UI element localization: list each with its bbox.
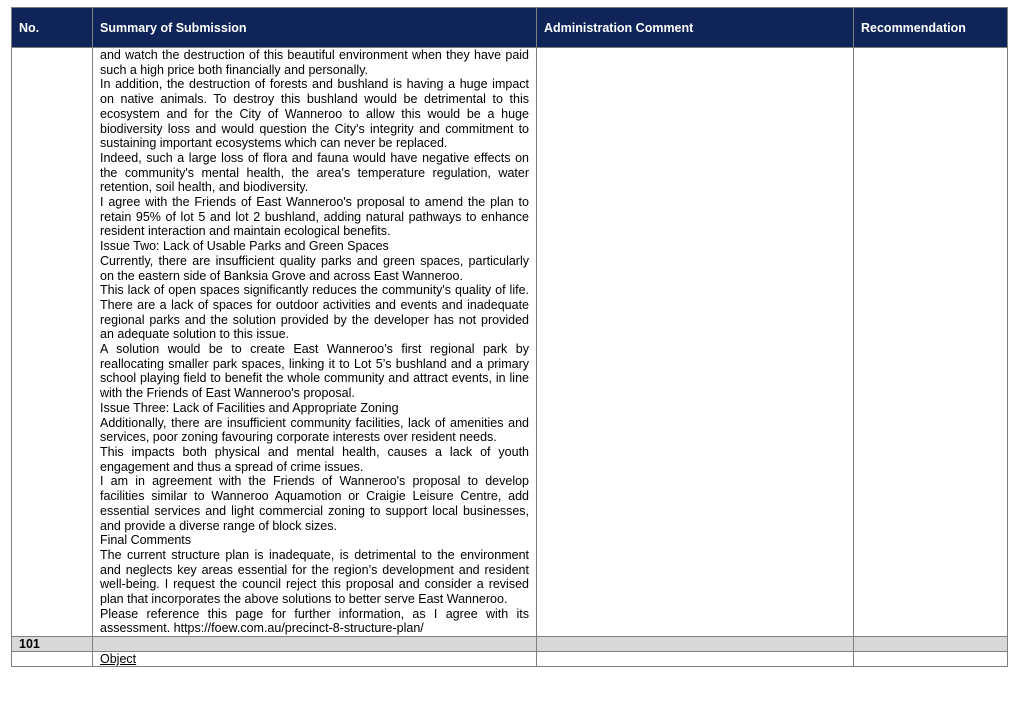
- header-summary: Summary of Submission: [93, 8, 537, 48]
- cell-empty: [854, 637, 1008, 652]
- cell-no: [12, 48, 93, 637]
- submission-number: 101: [12, 637, 93, 652]
- summary-paragraph: Indeed, such a large loss of flora and fauna would have negative effects on the community's mental health, the area's temperature regulation, water retention, soil health, and biodiversity.: [100, 150, 529, 195]
- cell-empty: [537, 637, 854, 652]
- summary-paragraph: This impacts both physical and mental health, causes a lack of youth engagement and thus a spread of crime issues.: [100, 444, 529, 474]
- cell-recommendation: [854, 48, 1008, 637]
- summary-paragraph: and watch the destruction of this beautiful environment when they have paid such a high price both financially and personally.: [100, 48, 529, 77]
- summary-paragraph: This lack of open spaces significantly reduces the community's quality of life. There are a lack of spaces for outdoor activities and events and inadequate regional parks and the solution provided by the developer has not provided an adequate solution to this issue.: [100, 283, 529, 342]
- cell-no: [12, 652, 93, 667]
- summary-text: [93, 48, 536, 636]
- header-no: No.: [12, 8, 93, 48]
- cell-empty: [93, 637, 537, 652]
- table-row: [12, 652, 1008, 667]
- cell-summary: [93, 48, 537, 637]
- summary-paragraph: Additionally, there are insufficient community facilities, lack of amenities and services, poor zoning favouring corporate interests over resident needs.: [100, 415, 529, 445]
- header-admin-comment: Administration Comment: [537, 8, 854, 48]
- summary-paragraph: Please reference this page for further information, as I agree with its assessment. https://foew.com.au/precinct-8-structure-plan/: [100, 606, 529, 636]
- summary-heading: Final Comments: [100, 533, 191, 548]
- table-header-row: [12, 8, 1008, 48]
- summary-paragraph: The current structure plan is inadequate, is detrimental to the environment and neglects key areas essential for the region’s development and resident well-being. I request the council reject this proposal and consider a revised plan that incorporates the above solutions to better serve East Wanneroo.: [100, 547, 529, 607]
- submission-number-row: [12, 637, 1008, 652]
- summary-heading: Issue Three: Lack of Facilities and Appropriate Zoning: [100, 400, 399, 415]
- table-row: [12, 48, 1008, 637]
- summary-heading: Issue Two: Lack of Usable Parks and Green Spaces: [100, 239, 389, 254]
- submission-summary: Object: [93, 652, 537, 667]
- header-recommendation: Recommendation: [854, 8, 1008, 48]
- summary-paragraph: I am in agreement with the Friends of Wanneroo's proposal to develop facilities similar to Wanneroo Aquamotion or Craigie Leisure Centre, add essential services and light commercial zoning to support local businesses, and provide a diverse range of block sizes.: [100, 474, 529, 533]
- cell-admin-comment: [537, 652, 854, 667]
- submissions-table: [11, 7, 1008, 667]
- summary-paragraph: A solution would be to create East Wanneroo’s first regional park by reallocating smaller park spaces, linking it to Lot 5’s bushland and a primary school playing field to benefit the whole community and attract events, in line with the Friends of East Wanneroo's proposal.: [100, 342, 529, 401]
- summary-paragraph: I agree with the Friends of East Wanneroo's proposal to amend the plan to retain 95% of lot 5 and lot 2 bushland, adding natural pathways to enhance resident interaction and maintain ecological benefits.: [100, 195, 529, 239]
- cell-recommendation: [854, 652, 1008, 667]
- cell-admin-comment: [537, 48, 854, 637]
- summary-paragraph: Currently, there are insufficient quality parks and green spaces, particularly on the eastern side of Banksia Grove and across East Wanneroo.: [100, 253, 529, 283]
- summary-paragraph: In addition, the destruction of forests and bushland is having a huge impact on native animals. To destroy this bushland would be detrimental to this ecosystem and for the City of Wanneroo to allow this would be a huge biodiversity loss and would question the City's integrity and commitment to sustaining important ecosystems which can never be replaced.: [100, 77, 529, 151]
